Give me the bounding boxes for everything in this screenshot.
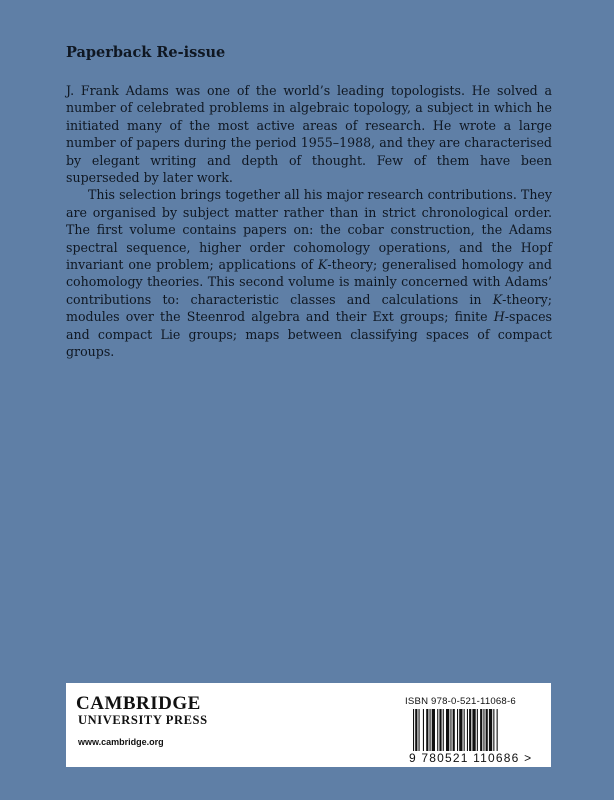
publisher-footer [66,683,551,767]
back-cover-heading: Paperback Re-issue [66,44,226,61]
barcode-bar [480,709,482,755]
publisher-url: www.cambridge.org [78,737,164,747]
barcode-bar [453,709,455,755]
barcode-bar [415,709,417,755]
barcode-icon [412,709,544,757]
paragraph-contents: This selection brings together all his major research contributions. They are organised by subject matter rather than in strict chronological order. The first volume contains papers on: the cobar construction, the Adams spectral sequence, higher order cohomology operations, and the Hopf invariant one problem; applications of K-theory; generalised homology and cohomology theories. This second volume is mainly concerned with Adams’ contributions to: characteristic classes and calculations in K-theory; modules over the Steenrod algebra and their Ext groups; finite H-spaces and compact Lie groups; maps between classifying spaces of compact groups. [66,187,552,360]
barcode-bar [486,709,488,755]
barcode-bar [469,709,471,755]
barcode-bar [439,709,441,755]
publisher-subname: UNIVERSITY PRESS [78,713,208,727]
barcode-bar [419,709,420,755]
barcode-bar [477,709,478,755]
barcode-bar [450,709,451,755]
isbn-label: ISBN 978-0-521-11068-6 [405,696,516,707]
publisher-logo [76,694,208,728]
barcode-bar [497,709,498,755]
barcode-bar [489,709,492,755]
barcode-bar [459,709,462,755]
barcode-bar [430,709,431,755]
publisher-name: CAMBRIDGE [76,693,201,714]
barcode-bar [432,709,435,755]
barcode-bar [426,709,428,755]
barcode-bar [446,709,449,755]
paragraph-author-bio: J. Frank Adams was one of the world’s leading topologists. He solved a number of celebrated problems in algebraic topology, a subject in which he initiated many of the most active areas of research. He wrote a large number of papers during the period 1955–1988, and they are characterised by elegant writing and depth of thought. Few of them have been superseded by later work. [66,83,552,186]
barcode-bar [423,709,424,755]
barcode-bar [437,709,438,755]
barcode-digits: 9 780521 110686 > [409,751,533,765]
barcode-bar [413,709,414,755]
barcode-bar [472,709,475,755]
barcode-bar [467,709,468,755]
barcode-bar [443,709,444,755]
description-text [66,82,552,361]
barcode-bar [493,709,494,755]
barcode-bar [483,709,484,755]
barcode-bar [457,709,458,755]
barcode-bar [464,709,465,755]
